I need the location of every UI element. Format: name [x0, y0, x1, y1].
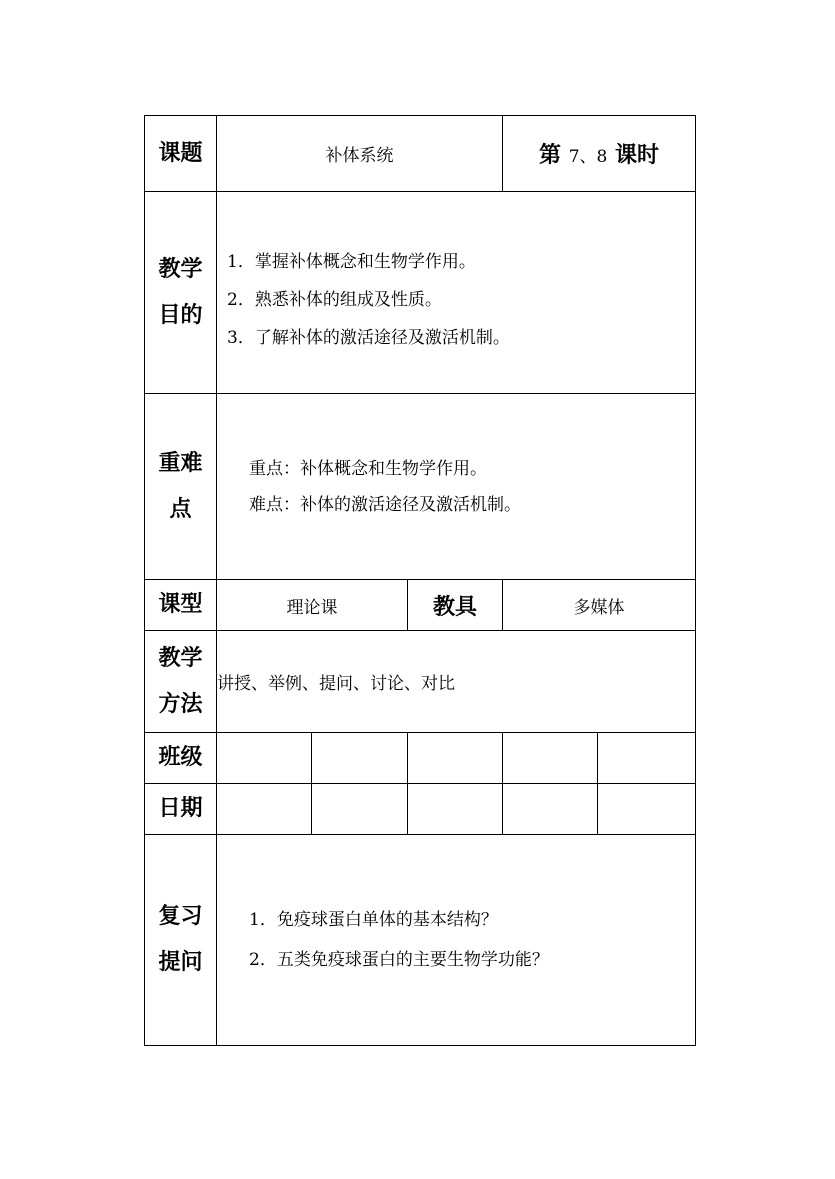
date-cell	[503, 784, 598, 835]
objective-item: 3．了解补体的激活途径及激活机制。	[227, 327, 510, 348]
date-cell	[408, 784, 503, 835]
review-question: 2．五类免疫球蛋白的主要生物学功能？	[249, 950, 549, 970]
period-numbers: 7、8	[568, 147, 608, 167]
methods-label	[145, 631, 217, 733]
date-cell	[217, 784, 312, 835]
date-cell	[598, 784, 696, 835]
tools-value: 多媒体	[503, 580, 696, 631]
course-type-value: 理论课	[217, 580, 408, 631]
key-points-content	[217, 394, 696, 580]
key-point-item: 难点：补体的激活途径及激活机制。	[249, 494, 521, 515]
key-points-label-line1: 重难	[158, 450, 203, 476]
review-label-line2: 提问	[158, 950, 203, 975]
date-row	[145, 784, 696, 835]
objective-item: 1．掌握补体概念和生物学作用。	[227, 251, 476, 272]
class-cell	[217, 733, 312, 784]
methods-value: 讲授、举例、提问、讨论、对比	[217, 631, 696, 733]
key-points-label	[145, 394, 217, 580]
class-row	[145, 733, 696, 784]
period-suffix: 课时	[615, 143, 660, 168]
date-label: 日期	[145, 784, 217, 835]
class-cell	[408, 733, 503, 784]
period-cell	[503, 116, 696, 192]
topic-row	[145, 116, 696, 192]
review-label	[145, 835, 217, 1046]
review-question: 1．免疫球蛋白单体的基本结构？	[249, 910, 498, 930]
key-points-label-line2: 点	[169, 496, 192, 522]
class-cell	[312, 733, 408, 784]
objectives-row	[145, 192, 696, 394]
date-cell	[312, 784, 408, 835]
objectives-label	[145, 192, 217, 394]
key-points-row	[145, 394, 696, 580]
class-cell	[598, 733, 696, 784]
lesson-plan-table	[144, 115, 696, 1046]
class-label: 班级	[145, 733, 217, 784]
course-type-row	[145, 580, 696, 631]
methods-row	[145, 631, 696, 733]
methods-label-line2: 方法	[158, 691, 203, 717]
methods-label-line1: 教学	[158, 645, 203, 671]
class-cell	[503, 733, 598, 784]
objectives-label-line1: 教学	[158, 256, 203, 282]
topic-label: 课题	[145, 116, 217, 192]
review-content	[217, 835, 696, 1046]
topic-value: 补体系统	[217, 116, 503, 192]
period-prefix: 第	[539, 143, 562, 168]
tools-label: 教具	[408, 580, 503, 631]
review-label-line1: 复习	[158, 904, 203, 929]
key-point-item: 重点：补体概念和生物学作用。	[249, 458, 487, 479]
period-text	[539, 143, 659, 168]
course-type-label: 课型	[145, 580, 217, 631]
objectives-label-line2: 目的	[158, 302, 203, 328]
objective-item: 2．熟悉补体的组成及性质。	[227, 289, 442, 310]
review-row	[145, 835, 696, 1046]
objectives-content	[217, 192, 696, 394]
